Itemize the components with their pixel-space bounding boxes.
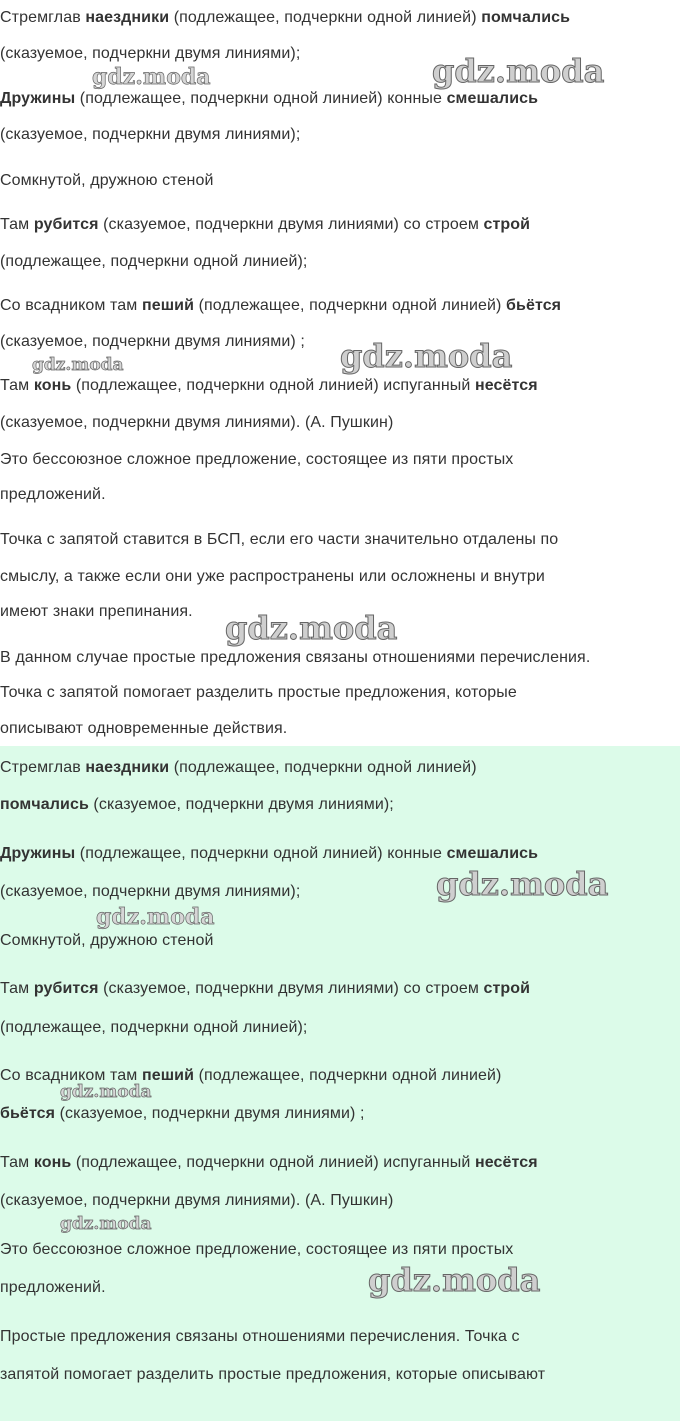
text-line: Со всадником там пеший (подлежащее, подчеркни одной линией) [0, 1067, 502, 1084]
watermark: gdz.moda [436, 865, 609, 903]
text-line: Там конь (подлежащее, подчеркни одной линией) испуганный несётся [0, 1154, 538, 1171]
text-line: предложений. [0, 486, 106, 503]
text-line: предложений. [0, 1279, 106, 1296]
watermark: gdz.moda [60, 1214, 152, 1234]
text-line: (сказуемое, подчеркни двумя линиями); [0, 126, 301, 143]
text-line: Там рубится (сказуемое, подчеркни двумя линиями) со строем строй [0, 980, 531, 997]
text-line: В данном случае простые предложения связаны отношениями перечисления. [0, 649, 591, 666]
text-line: Сомкнутой, дружною стеной [0, 172, 214, 189]
watermark: gdz.moda [32, 355, 124, 375]
text-line: Стремглав наездники (подлежащее, подчеркни одной линией) [0, 759, 477, 776]
text-line: Простые предложения связаны отношениями перечисления. Точка с [0, 1328, 520, 1345]
text-line: помчались (сказуемое, подчеркни двумя линиями); [0, 796, 394, 813]
text-line: Дружины (подлежащее, подчеркни одной линией) конные смешались [0, 90, 539, 107]
text-line: Сомкнутой, дружною стеной [0, 932, 214, 949]
watermark: gdz.moda [92, 64, 211, 90]
text-line: Со всадником там пеший (подлежащее, подчеркни одной линией) бьётся [0, 297, 562, 314]
watermark: gdz.moda [60, 1082, 152, 1102]
text-line: бьётся (сказуемое, подчеркни двумя линиями) ; [0, 1105, 365, 1122]
watermark: gdz.moda [432, 52, 605, 90]
text-line: (сказуемое, подчеркни двумя линиями); [0, 883, 301, 900]
text-line: Там конь (подлежащее, подчеркни одной линией) испуганный несётся [0, 377, 538, 394]
text-line: (сказуемое, подчеркни двумя линиями). (А. Пушкин) [0, 1192, 394, 1209]
answer-block-2 [0, 746, 680, 1421]
text-line: (подлежащее, подчеркни одной линией); [0, 253, 308, 270]
watermark: gdz.moda [368, 1261, 541, 1299]
watermark: gdz.moda [340, 337, 513, 375]
text-line: (сказуемое, подчеркни двумя линиями). (А. Пушкин) [0, 414, 394, 431]
text-line: запятой помогает разделить простые предложения, которые описывают [0, 1366, 546, 1383]
watermark: gdz.moda [225, 609, 398, 647]
text-line: Стремглав наездники (подлежащее, подчеркни одной линией) помчались [0, 9, 571, 26]
text-line: Точка с запятой помогает разделить простые предложения, которые [0, 684, 517, 701]
text-line: Дружины (подлежащее, подчеркни одной линией) конные смешались [0, 845, 539, 862]
text-line: (сказуемое, подчеркни двумя линиями) ; [0, 333, 305, 350]
text-line: Это бессоюзное сложное предложение, состоящее из пяти простых [0, 451, 514, 468]
text-line: описывают одновременные действия. [0, 720, 288, 737]
watermark: gdz.moda [96, 904, 215, 930]
text-line: (подлежащее, подчеркни одной линией); [0, 1019, 308, 1036]
text-line: имеют знаки препинания. [0, 603, 193, 620]
text-line: Точка с запятой ставится в БСП, если его части значительно отдалены по [0, 531, 559, 548]
text-line: смыслу, а также если они уже распространены или осложнены и внутри [0, 568, 545, 585]
text-line: Там рубится (сказуемое, подчеркни двумя линиями) со строем строй [0, 216, 531, 233]
text-line: Это бессоюзное сложное предложение, состоящее из пяти простых [0, 1241, 514, 1258]
text-line: (сказуемое, подчеркни двумя линиями); [0, 45, 301, 62]
